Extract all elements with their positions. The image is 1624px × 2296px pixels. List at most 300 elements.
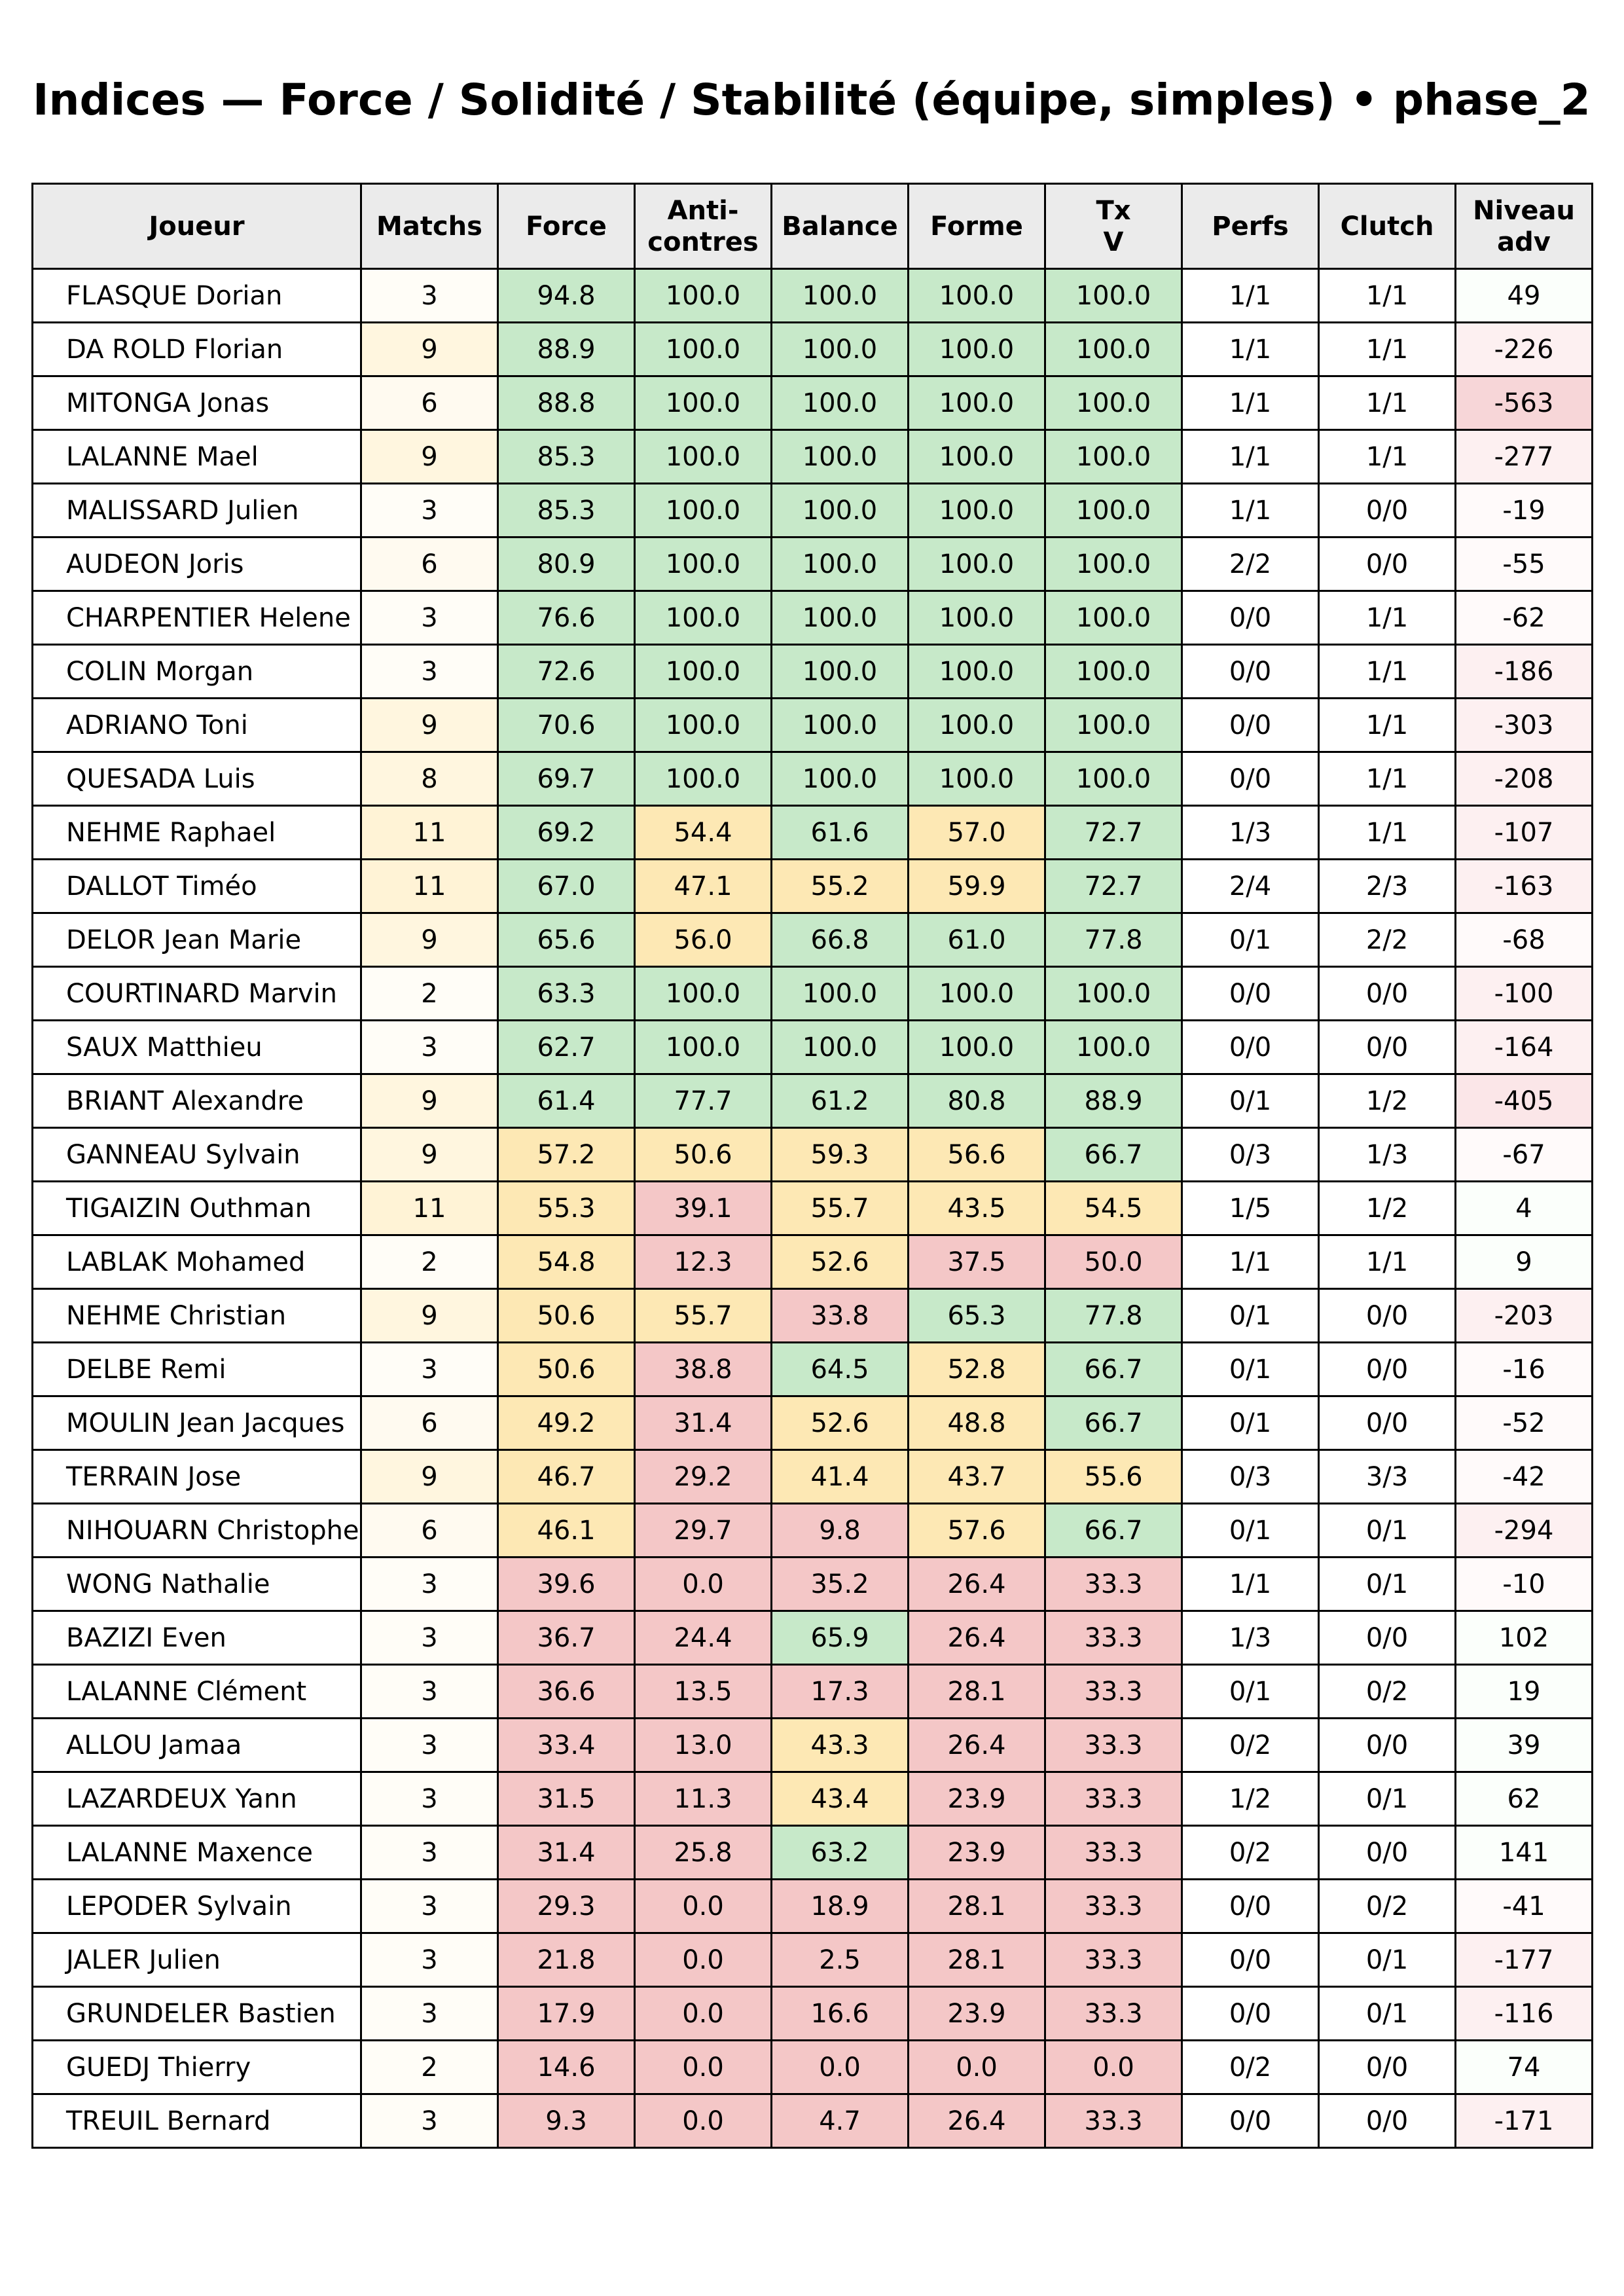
cell-tx-v: 33.3 — [1045, 2094, 1182, 2148]
cell-matchs: 6 — [361, 1504, 498, 1558]
player-name-cell: DELBE Remi — [33, 1343, 361, 1396]
cell-tx-v: 33.3 — [1045, 1665, 1182, 1719]
table-row — [33, 1880, 1593, 1933]
cell-clutch: 0/0 — [1319, 967, 1456, 1021]
cell-tx-v: 100.0 — [1045, 591, 1182, 645]
cell-perfs: 1/2 — [1182, 1772, 1319, 1826]
cell-clutch: 0/0 — [1319, 1289, 1456, 1343]
player-name-cell: BAZIZI Even — [33, 1611, 361, 1665]
cell-niveau-adv: -19 — [1456, 484, 1593, 538]
cell-force: 65.6 — [498, 913, 635, 967]
cell-forme: 26.4 — [909, 2094, 1045, 2148]
player-name-cell: MITONGA Jonas — [33, 376, 361, 430]
cell-clutch: 1/1 — [1319, 752, 1456, 806]
cell-clutch: 0/0 — [1319, 1826, 1456, 1880]
cell-anti-contres: 100.0 — [635, 591, 772, 645]
cell-forme: 26.4 — [909, 1719, 1045, 1772]
cell-tx-v: 100.0 — [1045, 376, 1182, 430]
cell-force: 85.3 — [498, 484, 635, 538]
table-row — [33, 1021, 1593, 1074]
table-row — [33, 1504, 1593, 1558]
col-header-balance: Balance — [772, 184, 909, 269]
cell-matchs: 3 — [361, 1933, 498, 1987]
cell-balance: 100.0 — [772, 538, 909, 591]
cell-anti-contres: 100.0 — [635, 484, 772, 538]
cell-clutch: 1/1 — [1319, 376, 1456, 430]
player-name-cell: COURTINARD Marvin — [33, 967, 361, 1021]
table-row — [33, 591, 1593, 645]
table-row — [33, 430, 1593, 484]
cell-niveau-adv: -164 — [1456, 1021, 1593, 1074]
cell-perfs: 0/0 — [1182, 752, 1319, 806]
cell-anti-contres: 56.0 — [635, 913, 772, 967]
cell-force: 36.7 — [498, 1611, 635, 1665]
cell-tx-v: 66.7 — [1045, 1128, 1182, 1182]
cell-balance: 16.6 — [772, 1987, 909, 2041]
cell-tx-v: 100.0 — [1045, 430, 1182, 484]
cell-balance: 100.0 — [772, 752, 909, 806]
cell-forme: 56.6 — [909, 1128, 1045, 1182]
cell-perfs: 0/0 — [1182, 2094, 1319, 2148]
player-name-cell: DA ROLD Florian — [33, 323, 361, 376]
cell-niveau-adv: -177 — [1456, 1933, 1593, 1987]
cell-matchs: 9 — [361, 430, 498, 484]
table-row — [33, 1772, 1593, 1826]
cell-matchs: 3 — [361, 591, 498, 645]
cell-matchs: 9 — [361, 1128, 498, 1182]
table-row — [33, 967, 1593, 1021]
cell-perfs: 0/3 — [1182, 1128, 1319, 1182]
col-header-clutch: Clutch — [1319, 184, 1456, 269]
cell-niveau-adv: -186 — [1456, 645, 1593, 699]
cell-clutch: 0/0 — [1319, 1396, 1456, 1450]
cell-balance: 55.2 — [772, 860, 909, 913]
cell-balance: 41.4 — [772, 1450, 909, 1504]
cell-anti-contres: 13.5 — [635, 1665, 772, 1719]
cell-niveau-adv: -226 — [1456, 323, 1593, 376]
cell-clutch: 0/2 — [1319, 1880, 1456, 1933]
cell-balance: 33.8 — [772, 1289, 909, 1343]
cell-anti-contres: 11.3 — [635, 1772, 772, 1826]
cell-niveau-adv: -203 — [1456, 1289, 1593, 1343]
player-name-cell: TIGAIZIN Outhman — [33, 1182, 361, 1235]
col-header-joueur: Joueur — [33, 184, 361, 269]
player-name-cell: LABLAK Mohamed — [33, 1235, 361, 1289]
cell-tx-v: 100.0 — [1045, 699, 1182, 752]
cell-matchs: 3 — [361, 1558, 498, 1611]
cell-niveau-adv: -107 — [1456, 806, 1593, 860]
cell-perfs: 0/1 — [1182, 1074, 1319, 1128]
cell-force: 39.6 — [498, 1558, 635, 1611]
cell-balance: 66.8 — [772, 913, 909, 967]
cell-forme: 100.0 — [909, 967, 1045, 1021]
cell-tx-v: 33.3 — [1045, 1826, 1182, 1880]
cell-matchs: 11 — [361, 1182, 498, 1235]
table-row — [33, 323, 1593, 376]
table-row — [33, 1182, 1593, 1235]
cell-niveau-adv: 49 — [1456, 269, 1593, 323]
cell-balance: 43.3 — [772, 1719, 909, 1772]
cell-anti-contres: 77.7 — [635, 1074, 772, 1128]
cell-anti-contres: 100.0 — [635, 538, 772, 591]
cell-anti-contres: 100.0 — [635, 323, 772, 376]
cell-force: 88.8 — [498, 376, 635, 430]
cell-niveau-adv: -100 — [1456, 967, 1593, 1021]
cell-tx-v: 33.3 — [1045, 1611, 1182, 1665]
player-name-cell: QUESADA Luis — [33, 752, 361, 806]
col-header-perfs: Perfs — [1182, 184, 1319, 269]
cell-balance: 52.6 — [772, 1396, 909, 1450]
cell-forme: 100.0 — [909, 269, 1045, 323]
cell-balance: 61.2 — [772, 1074, 909, 1128]
player-name-cell: DELOR Jean Marie — [33, 913, 361, 967]
cell-anti-contres: 13.0 — [635, 1719, 772, 1772]
cell-perfs: 0/0 — [1182, 967, 1319, 1021]
cell-balance: 61.6 — [772, 806, 909, 860]
table-row — [33, 1719, 1593, 1772]
cell-perfs: 2/2 — [1182, 538, 1319, 591]
cell-force: 57.2 — [498, 1128, 635, 1182]
cell-clutch: 0/0 — [1319, 1021, 1456, 1074]
cell-force: 88.9 — [498, 323, 635, 376]
cell-perfs: 1/1 — [1182, 323, 1319, 376]
cell-anti-contres: 100.0 — [635, 752, 772, 806]
cell-niveau-adv: 19 — [1456, 1665, 1593, 1719]
cell-forme: 43.7 — [909, 1450, 1045, 1504]
cell-perfs: 1/1 — [1182, 1558, 1319, 1611]
cell-tx-v: 100.0 — [1045, 645, 1182, 699]
cell-clutch: 2/2 — [1319, 913, 1456, 967]
cell-tx-v: 66.7 — [1045, 1343, 1182, 1396]
cell-clutch: 0/1 — [1319, 1933, 1456, 1987]
cell-niveau-adv: -163 — [1456, 860, 1593, 913]
table-row — [33, 1235, 1593, 1289]
player-name-cell: AUDEON Joris — [33, 538, 361, 591]
player-name-cell: LALANNE Maxence — [33, 1826, 361, 1880]
cell-tx-v: 66.7 — [1045, 1504, 1182, 1558]
cell-force: 36.6 — [498, 1665, 635, 1719]
col-header-tx-v: Tx V — [1045, 184, 1182, 269]
cell-clutch: 1/2 — [1319, 1182, 1456, 1235]
cell-clutch: 0/0 — [1319, 1611, 1456, 1665]
cell-forme: 26.4 — [909, 1558, 1045, 1611]
cell-niveau-adv: -277 — [1456, 430, 1593, 484]
cell-anti-contres: 25.8 — [635, 1826, 772, 1880]
cell-tx-v: 77.8 — [1045, 1289, 1182, 1343]
cell-matchs: 3 — [361, 484, 498, 538]
cell-perfs: 0/1 — [1182, 1665, 1319, 1719]
cell-anti-contres: 38.8 — [635, 1343, 772, 1396]
cell-anti-contres: 24.4 — [635, 1611, 772, 1665]
cell-anti-contres: 100.0 — [635, 645, 772, 699]
cell-balance: 43.4 — [772, 1772, 909, 1826]
cell-force: 94.8 — [498, 269, 635, 323]
cell-force: 49.2 — [498, 1396, 635, 1450]
cell-niveau-adv: -208 — [1456, 752, 1593, 806]
cell-force: 85.3 — [498, 430, 635, 484]
cell-niveau-adv: 141 — [1456, 1826, 1593, 1880]
cell-balance: 100.0 — [772, 645, 909, 699]
cell-niveau-adv: 74 — [1456, 2041, 1593, 2094]
cell-clutch: 0/1 — [1319, 1987, 1456, 2041]
cell-tx-v: 72.7 — [1045, 860, 1182, 913]
cell-matchs: 2 — [361, 1235, 498, 1289]
cell-tx-v: 33.3 — [1045, 1987, 1182, 2041]
cell-perfs: 0/1 — [1182, 913, 1319, 967]
cell-balance: 55.7 — [772, 1182, 909, 1235]
cell-force: 21.8 — [498, 1933, 635, 1987]
player-name-cell: NIHOUARN Christophe — [33, 1504, 361, 1558]
cell-clutch: 1/1 — [1319, 323, 1456, 376]
cell-tx-v: 72.7 — [1045, 806, 1182, 860]
cell-balance: 9.8 — [772, 1504, 909, 1558]
cell-perfs: 0/0 — [1182, 1933, 1319, 1987]
player-name-cell: TREUIL Bernard — [33, 2094, 361, 2148]
cell-force: 54.8 — [498, 1235, 635, 1289]
cell-clutch: 0/1 — [1319, 1504, 1456, 1558]
cell-balance: 52.6 — [772, 1235, 909, 1289]
cell-balance: 0.0 — [772, 2041, 909, 2094]
cell-anti-contres: 29.2 — [635, 1450, 772, 1504]
cell-forme: 100.0 — [909, 484, 1045, 538]
cell-perfs: 1/1 — [1182, 484, 1319, 538]
cell-niveau-adv: -16 — [1456, 1343, 1593, 1396]
cell-forme: 28.1 — [909, 1665, 1045, 1719]
cell-anti-contres: 100.0 — [635, 1021, 772, 1074]
table-row — [33, 1558, 1593, 1611]
table-row — [33, 645, 1593, 699]
cell-matchs: 3 — [361, 1987, 498, 2041]
cell-force: 31.5 — [498, 1772, 635, 1826]
cell-force: 14.6 — [498, 2041, 635, 2094]
table-row — [33, 1665, 1593, 1719]
player-name-cell: ALLOU Jamaa — [33, 1719, 361, 1772]
cell-niveau-adv: -41 — [1456, 1880, 1593, 1933]
table-row — [33, 806, 1593, 860]
cell-niveau-adv: -171 — [1456, 2094, 1593, 2148]
cell-force: 50.6 — [498, 1343, 635, 1396]
cell-tx-v: 88.9 — [1045, 1074, 1182, 1128]
cell-forme: 100.0 — [909, 323, 1045, 376]
table-row — [33, 699, 1593, 752]
cell-forme: 52.8 — [909, 1343, 1045, 1396]
cell-anti-contres: 39.1 — [635, 1182, 772, 1235]
cell-anti-contres: 0.0 — [635, 1933, 772, 1987]
cell-perfs: 1/5 — [1182, 1182, 1319, 1235]
player-name-cell: TERRAIN Jose — [33, 1450, 361, 1504]
cell-forme: 57.0 — [909, 806, 1045, 860]
cell-niveau-adv: 4 — [1456, 1182, 1593, 1235]
cell-force: 55.3 — [498, 1182, 635, 1235]
cell-matchs: 11 — [361, 806, 498, 860]
cell-perfs: 0/1 — [1182, 1343, 1319, 1396]
cell-tx-v: 50.0 — [1045, 1235, 1182, 1289]
cell-anti-contres: 0.0 — [635, 1558, 772, 1611]
cell-clutch: 1/3 — [1319, 1128, 1456, 1182]
cell-perfs: 0/1 — [1182, 1396, 1319, 1450]
table-row — [33, 1826, 1593, 1880]
player-name-cell: FLASQUE Dorian — [33, 269, 361, 323]
cell-balance: 59.3 — [772, 1128, 909, 1182]
cell-balance: 100.0 — [772, 269, 909, 323]
cell-perfs: 0/2 — [1182, 2041, 1319, 2094]
cell-forme: 100.0 — [909, 591, 1045, 645]
cell-balance: 64.5 — [772, 1343, 909, 1396]
cell-clutch: 1/1 — [1319, 806, 1456, 860]
cell-force: 31.4 — [498, 1826, 635, 1880]
cell-forme: 23.9 — [909, 1772, 1045, 1826]
cell-matchs: 2 — [361, 967, 498, 1021]
cell-perfs: 0/0 — [1182, 1880, 1319, 1933]
cell-anti-contres: 50.6 — [635, 1128, 772, 1182]
cell-forme: 100.0 — [909, 430, 1045, 484]
cell-matchs: 3 — [361, 1719, 498, 1772]
cell-perfs: 1/3 — [1182, 806, 1319, 860]
cell-balance: 63.2 — [772, 1826, 909, 1880]
cell-clutch: 1/1 — [1319, 645, 1456, 699]
cell-perfs: 0/0 — [1182, 1021, 1319, 1074]
cell-perfs: 1/1 — [1182, 269, 1319, 323]
cell-forme: 59.9 — [909, 860, 1045, 913]
cell-perfs: 1/1 — [1182, 1235, 1319, 1289]
cell-forme: 43.5 — [909, 1182, 1045, 1235]
table-row — [33, 1611, 1593, 1665]
cell-niveau-adv: -42 — [1456, 1450, 1593, 1504]
cell-tx-v: 77.8 — [1045, 913, 1182, 967]
cell-perfs: 1/3 — [1182, 1611, 1319, 1665]
cell-balance: 17.3 — [772, 1665, 909, 1719]
cell-niveau-adv: -62 — [1456, 591, 1593, 645]
cell-matchs: 3 — [361, 269, 498, 323]
table-row — [33, 1074, 1593, 1128]
cell-anti-contres: 55.7 — [635, 1289, 772, 1343]
player-name-cell: ADRIANO Toni — [33, 699, 361, 752]
cell-forme: 65.3 — [909, 1289, 1045, 1343]
cell-matchs: 6 — [361, 1396, 498, 1450]
table-row — [33, 1128, 1593, 1182]
cell-balance: 100.0 — [772, 430, 909, 484]
cell-force: 46.1 — [498, 1504, 635, 1558]
cell-balance: 100.0 — [772, 699, 909, 752]
cell-niveau-adv: -405 — [1456, 1074, 1593, 1128]
col-header-anti-contres: Anti- contres — [635, 184, 772, 269]
player-name-cell: DALLOT Timéo — [33, 860, 361, 913]
player-name-cell: LALANNE Clément — [33, 1665, 361, 1719]
page-title: Indices — Force / Solidité / Stabilité (équipe, simples) • phase_2 — [33, 75, 1591, 125]
table-row — [33, 1289, 1593, 1343]
cell-matchs: 6 — [361, 376, 498, 430]
cell-clutch: 3/3 — [1319, 1450, 1456, 1504]
cell-matchs: 9 — [361, 323, 498, 376]
cell-matchs: 3 — [361, 1343, 498, 1396]
table-row — [33, 2094, 1593, 2148]
cell-clutch: 0/0 — [1319, 484, 1456, 538]
stats-table — [31, 183, 1593, 2149]
cell-force: 33.4 — [498, 1719, 635, 1772]
cell-matchs: 8 — [361, 752, 498, 806]
cell-balance: 100.0 — [772, 967, 909, 1021]
cell-tx-v: 100.0 — [1045, 323, 1182, 376]
cell-force: 80.9 — [498, 538, 635, 591]
cell-matchs: 2 — [361, 2041, 498, 2094]
cell-force: 9.3 — [498, 2094, 635, 2148]
player-name-cell: GANNEAU Sylvain — [33, 1128, 361, 1182]
cell-perfs: 0/0 — [1182, 645, 1319, 699]
cell-balance: 65.9 — [772, 1611, 909, 1665]
table-row — [33, 2041, 1593, 2094]
player-name-cell: GUEDJ Thierry — [33, 2041, 361, 2094]
cell-tx-v: 55.6 — [1045, 1450, 1182, 1504]
cell-tx-v: 100.0 — [1045, 269, 1182, 323]
cell-anti-contres: 100.0 — [635, 430, 772, 484]
cell-forme: 100.0 — [909, 645, 1045, 699]
table-row — [33, 1396, 1593, 1450]
cell-anti-contres: 29.7 — [635, 1504, 772, 1558]
player-name-cell: LALANNE Mael — [33, 430, 361, 484]
cell-matchs: 3 — [361, 2094, 498, 2148]
cell-anti-contres: 0.0 — [635, 1880, 772, 1933]
cell-tx-v: 33.3 — [1045, 1933, 1182, 1987]
cell-niveau-adv: -116 — [1456, 1987, 1593, 2041]
cell-niveau-adv: -294 — [1456, 1504, 1593, 1558]
cell-force: 46.7 — [498, 1450, 635, 1504]
cell-forme: 28.1 — [909, 1880, 1045, 1933]
cell-balance: 2.5 — [772, 1933, 909, 1987]
cell-forme: 100.0 — [909, 699, 1045, 752]
cell-forme: 23.9 — [909, 1987, 1045, 2041]
cell-force: 50.6 — [498, 1289, 635, 1343]
player-name-cell: GRUNDELER Bastien — [33, 1987, 361, 2041]
cell-matchs: 9 — [361, 1289, 498, 1343]
cell-balance: 100.0 — [772, 323, 909, 376]
cell-forme: 57.6 — [909, 1504, 1045, 1558]
cell-perfs: 0/0 — [1182, 591, 1319, 645]
player-name-cell: BRIANT Alexandre — [33, 1074, 361, 1128]
table-row — [33, 1933, 1593, 1987]
cell-forme: 100.0 — [909, 1021, 1045, 1074]
cell-force: 69.2 — [498, 806, 635, 860]
cell-matchs: 3 — [361, 1826, 498, 1880]
cell-anti-contres: 54.4 — [635, 806, 772, 860]
cell-forme: 100.0 — [909, 752, 1045, 806]
col-header-niveau-adv: Niveau adv — [1456, 184, 1593, 269]
table-row — [33, 538, 1593, 591]
cell-forme: 23.9 — [909, 1826, 1045, 1880]
cell-clutch: 0/0 — [1319, 538, 1456, 591]
cell-forme: 80.8 — [909, 1074, 1045, 1128]
cell-tx-v: 100.0 — [1045, 484, 1182, 538]
cell-force: 72.6 — [498, 645, 635, 699]
cell-forme: 100.0 — [909, 538, 1045, 591]
table-row — [33, 752, 1593, 806]
cell-anti-contres: 0.0 — [635, 1987, 772, 2041]
cell-perfs: 1/1 — [1182, 376, 1319, 430]
cell-matchs: 6 — [361, 538, 498, 591]
cell-anti-contres: 100.0 — [635, 699, 772, 752]
cell-niveau-adv: -303 — [1456, 699, 1593, 752]
cell-anti-contres: 31.4 — [635, 1396, 772, 1450]
cell-perfs: 0/2 — [1182, 1826, 1319, 1880]
cell-clutch: 1/1 — [1319, 699, 1456, 752]
cell-anti-contres: 0.0 — [635, 2041, 772, 2094]
cell-tx-v: 54.5 — [1045, 1182, 1182, 1235]
cell-forme: 100.0 — [909, 376, 1045, 430]
cell-tx-v: 33.3 — [1045, 1719, 1182, 1772]
cell-anti-contres: 100.0 — [635, 376, 772, 430]
cell-matchs: 9 — [361, 913, 498, 967]
cell-perfs: 0/1 — [1182, 1504, 1319, 1558]
cell-tx-v: 100.0 — [1045, 538, 1182, 591]
